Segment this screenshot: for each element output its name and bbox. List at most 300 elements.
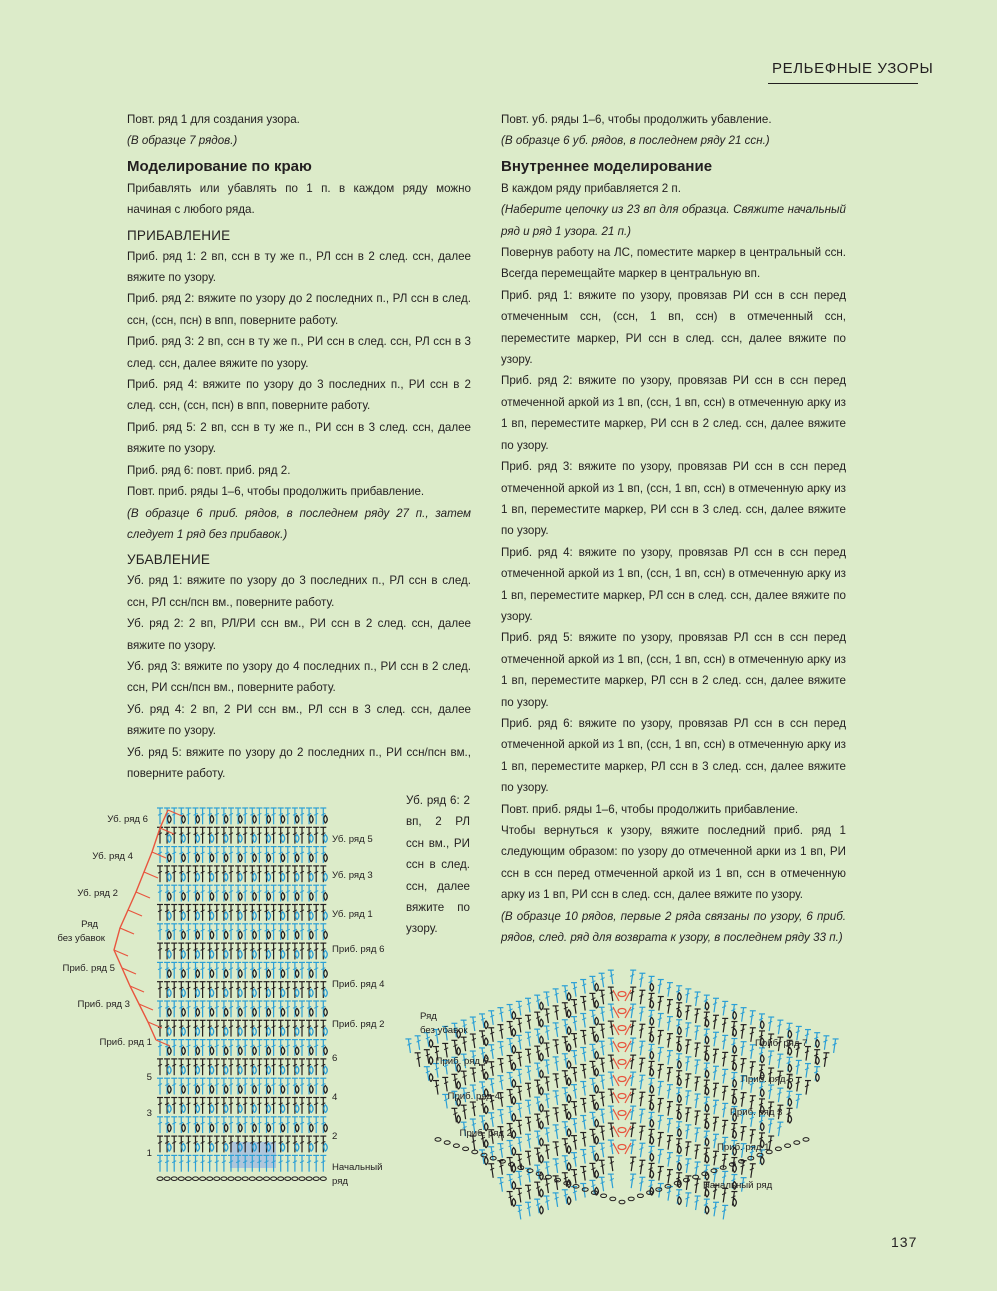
center-chain-icon xyxy=(618,1009,626,1014)
post-stitch-icon xyxy=(324,1124,328,1132)
crochet-stitch-icon xyxy=(667,1085,673,1099)
crochet-stitch-icon xyxy=(516,1120,522,1134)
left-column xyxy=(127,109,471,784)
crochet-stitch-icon xyxy=(658,1082,664,1096)
crochet-stitch-icon xyxy=(299,1020,305,1036)
crochet-stitch-icon xyxy=(525,1117,531,1131)
post-stitch-icon xyxy=(281,1028,285,1036)
crochet-stitch-icon xyxy=(695,1111,701,1125)
post-stitch-icon xyxy=(267,931,271,939)
post-stitch-icon xyxy=(295,912,299,920)
crochet-stitch-icon xyxy=(214,1117,220,1133)
post-stitch-icon xyxy=(267,815,271,823)
crochet-stitch-icon xyxy=(171,827,177,843)
crochet-stitch-icon xyxy=(713,1083,719,1097)
crochet-stitch-icon xyxy=(543,1043,549,1057)
post-stitch-icon xyxy=(239,912,243,920)
crochet-stitch-icon xyxy=(599,1160,605,1174)
crochet-stitch-icon xyxy=(164,1155,170,1171)
crochet-stitch-icon xyxy=(543,1196,549,1210)
label-row-1: 1 xyxy=(518,1162,524,1173)
crochet-stitch-icon xyxy=(214,905,220,921)
post-stitch-icon xyxy=(540,1104,544,1112)
crochet-stitch-icon xyxy=(553,1074,559,1088)
crochet-stitch-icon xyxy=(525,998,531,1012)
crochet-stitch-icon xyxy=(695,1179,701,1193)
crochet-stitch-icon xyxy=(271,905,277,921)
crochet-stitch-icon xyxy=(497,1042,503,1056)
heading-decrease: УБАВЛЕНИЕ xyxy=(127,552,211,568)
crochet-stitch-icon xyxy=(285,808,291,824)
post-stitch-icon xyxy=(595,1170,599,1178)
post-stitch-icon xyxy=(210,931,214,939)
crochet-stitch-icon xyxy=(685,1159,691,1173)
crochet-stitch-icon xyxy=(207,1155,213,1171)
crochet-stitch-icon xyxy=(768,1119,774,1133)
post-stitch-icon xyxy=(650,1170,654,1178)
crochet-stitch-icon xyxy=(543,1128,549,1142)
crochet-stitch-icon xyxy=(630,1140,636,1154)
crochet-stitch-icon xyxy=(639,990,645,1004)
crochet-stitch-icon xyxy=(639,973,645,987)
crochet-stitch-icon xyxy=(313,982,319,998)
crochet-stitch-icon xyxy=(695,1043,701,1057)
crochet-stitch-icon xyxy=(741,1059,747,1073)
instruction-increase-2: Приб. ряд 2: вяжите по узору до 2 последних п., РЛ ссн в след. ссн, (ссн, псн) в впп, поверните работу. xyxy=(127,292,471,327)
post-stitch-icon xyxy=(761,1021,765,1029)
crochet-stitch-icon xyxy=(171,1117,177,1133)
post-stitch-icon xyxy=(168,1143,172,1151)
crochet-stitch-icon xyxy=(200,962,206,978)
post-stitch-icon xyxy=(512,1199,516,1207)
crochet-stitch-icon xyxy=(695,1009,701,1023)
post-stitch-icon xyxy=(239,893,243,901)
post-stitch-icon xyxy=(678,1197,682,1205)
crochet-stitch-icon xyxy=(242,1059,248,1075)
post-stitch-icon xyxy=(239,970,243,978)
post-stitch-icon xyxy=(224,1028,228,1036)
crochet-stitch-icon xyxy=(685,1040,691,1054)
crochet-stitch-icon xyxy=(313,1155,319,1171)
crochet-stitch-icon xyxy=(741,1008,747,1022)
crochet-stitch-icon xyxy=(488,1113,494,1127)
crochet-stitch-icon xyxy=(228,1001,234,1017)
crochet-stitch-icon xyxy=(608,987,614,1001)
post-stitch-icon xyxy=(324,1008,328,1016)
post-stitch-icon xyxy=(705,1121,709,1129)
crochet-stitch-icon xyxy=(571,983,577,997)
crochet-stitch-icon xyxy=(271,924,277,940)
chain-stitch-icon xyxy=(200,1177,206,1181)
crochet-stitch-icon xyxy=(200,943,206,959)
post-stitch-icon xyxy=(485,1038,489,1046)
crochet-stitch-icon xyxy=(796,1094,802,1108)
post-stitch-icon xyxy=(239,835,243,843)
chain-stitch-icon xyxy=(601,1194,607,1198)
post-stitch-icon xyxy=(678,1129,682,1137)
crochet-stitch-icon xyxy=(685,1074,691,1088)
label-dec-row-2: Уб. ряд 2 xyxy=(77,888,118,899)
post-stitch-icon xyxy=(310,912,314,920)
crochet-stitch-icon xyxy=(599,973,605,987)
post-stitch-icon xyxy=(210,989,214,997)
label-row-4: 4 xyxy=(332,1092,338,1103)
crochet-stitch-icon xyxy=(639,1126,645,1140)
crochet-stitch-icon xyxy=(185,808,191,824)
post-stitch-icon xyxy=(267,1008,271,1016)
post-stitch-icon xyxy=(310,1008,314,1016)
crochet-stitch-icon xyxy=(228,808,234,824)
post-stitch-icon xyxy=(567,1027,571,1035)
post-stitch-icon xyxy=(705,1155,709,1163)
crochet-stitch-icon xyxy=(157,885,163,901)
post-stitch-icon xyxy=(295,835,299,843)
post-stitch-icon xyxy=(210,912,214,920)
post-stitch-icon xyxy=(168,893,172,901)
crochet-stitch-icon xyxy=(185,1001,191,1017)
crochet-stitch-icon xyxy=(516,1001,522,1015)
post-stitch-icon xyxy=(224,1086,228,1094)
crochet-stitch-icon xyxy=(313,885,319,901)
post-stitch-icon xyxy=(196,815,200,823)
post-stitch-icon xyxy=(567,1146,571,1154)
label-inc-row-3: Приб. ряд 3 xyxy=(77,999,130,1010)
crochet-stitch-icon xyxy=(543,1026,549,1040)
post-stitch-icon xyxy=(267,950,271,958)
post-stitch-icon xyxy=(733,1097,737,1105)
label-row-no-dec-2: без убавок xyxy=(57,933,105,944)
post-stitch-icon xyxy=(196,1143,200,1151)
crochet-stitch-icon xyxy=(185,924,191,940)
post-stitch-icon xyxy=(210,1047,214,1055)
instruction-increase-1: Приб. ряд 1: 2 вп, ссн в ту же п., РЛ ссн в 2 след. ссн, далее вяжите по узору. xyxy=(127,249,471,285)
post-stitch-icon xyxy=(196,989,200,997)
crochet-stitch-icon xyxy=(658,1167,664,1181)
crochet-stitch-icon xyxy=(157,866,163,882)
crochet-stitch-icon xyxy=(157,1020,163,1036)
crochet-stitch-icon xyxy=(171,924,177,940)
post-stitch-icon xyxy=(168,970,172,978)
crochet-stitch-icon xyxy=(185,1117,191,1133)
crochet-stitch-icon xyxy=(516,1035,522,1049)
label-row-no-dec: Ряд xyxy=(420,1011,437,1022)
crochet-stitch-icon xyxy=(221,1155,227,1171)
crochet-stitch-icon xyxy=(242,943,248,959)
crochet-stitch-icon xyxy=(580,1031,586,1045)
crochet-stitch-icon xyxy=(608,1038,614,1052)
instruction-row-6: Приб. ряд 6: вяжите по узору, провязав РЛ ссн в ссн перед отмеченной аркой из 1 вп, (ссн, 1 вп, ссн) в отмеченную арку из 1 вп, переместите маркер, РЛ ссн в 3 след. ссн, далее вяжите по узору. xyxy=(501,716,846,795)
crochet-stitch-icon xyxy=(713,1117,719,1131)
crochet-stitch-icon xyxy=(488,1164,494,1178)
crochet-stitch-icon xyxy=(200,827,206,843)
crochet-stitch-icon xyxy=(415,1036,421,1050)
crochet-stitch-icon xyxy=(497,1008,503,1022)
post-stitch-icon xyxy=(705,1087,709,1095)
crochet-stitch-icon xyxy=(667,1119,673,1133)
crochet-stitch-icon xyxy=(630,1072,636,1086)
crochet-stitch-icon xyxy=(741,1093,747,1107)
center-chain-icon xyxy=(618,1026,626,1031)
label-row-5: 5 xyxy=(146,1072,152,1083)
crochet-stitch-icon xyxy=(271,1059,277,1075)
crochet-stitch-icon xyxy=(695,1094,701,1108)
label-row-no-dec: Ряд xyxy=(81,919,98,930)
post-stitch-icon xyxy=(281,873,285,881)
label-row-3: 3 xyxy=(146,1108,152,1119)
label-inc-row-4: Приб. ряд 4 xyxy=(447,1091,500,1102)
post-stitch-icon xyxy=(182,1066,186,1074)
post-stitch-icon xyxy=(253,854,256,862)
post-stitch-icon xyxy=(295,989,299,997)
post-stitch-icon xyxy=(267,1066,271,1074)
instruction-decrease-4: Уб. ряд 4: 2 вп, 2 РИ ссн вм., РЛ ссн в 3 след. ссн, далее вяжите по узору. xyxy=(127,702,471,738)
chain-stitch-icon xyxy=(256,1177,262,1181)
post-stitch-icon xyxy=(540,1036,544,1044)
post-stitch-icon xyxy=(224,1124,228,1132)
chain-stitch-icon xyxy=(803,1138,809,1142)
post-stitch-icon xyxy=(239,1124,243,1132)
post-stitch-icon xyxy=(196,970,200,978)
crochet-stitch-icon xyxy=(608,1089,614,1103)
crochet-stitch-icon xyxy=(271,847,277,863)
crochet-stitch-icon xyxy=(313,847,319,863)
crochet-stitch-icon xyxy=(461,1037,467,1051)
post-stitch-icon xyxy=(196,835,200,843)
shaping-stitch-icon xyxy=(136,892,150,898)
crochet-stitch-icon xyxy=(525,1151,531,1165)
post-stitch-icon xyxy=(595,1068,599,1076)
post-stitch-icon xyxy=(253,1047,256,1055)
post-stitch-icon xyxy=(281,815,285,823)
page-number: 137 xyxy=(891,1234,918,1250)
post-stitch-icon xyxy=(678,1044,682,1052)
crochet-stitch-icon xyxy=(580,1150,586,1164)
post-stitch-icon xyxy=(182,1028,186,1036)
post-stitch-icon xyxy=(267,893,271,901)
post-stitch-icon xyxy=(429,1074,433,1082)
crochet-stitch-icon xyxy=(768,1017,774,1031)
chart-labels-right xyxy=(332,834,385,1187)
crochet-stitch-icon xyxy=(553,1006,559,1020)
crochet-stitch-icon xyxy=(488,1028,494,1042)
crochet-stitch-icon xyxy=(461,1105,467,1119)
post-stitch-icon xyxy=(310,931,314,939)
crochet-stitch-icon xyxy=(299,885,305,901)
post-stitch-icon xyxy=(295,1086,299,1094)
crochet-stitch-icon xyxy=(185,1155,191,1171)
crochet-stitch-icon xyxy=(525,1015,531,1029)
crochet-stitch-icon xyxy=(228,924,234,940)
crochet-stitch-icon xyxy=(722,1001,728,1015)
post-stitch-icon xyxy=(239,989,243,997)
crochet-stitch-icon xyxy=(299,924,305,940)
crochet-stitch-icon xyxy=(768,1085,774,1099)
crochet-stitch-icon xyxy=(214,885,220,901)
instruction-row-3: Приб. ряд 3: вяжите по узору, провязав РИ ссн в ссн перед отмеченной аркой из 1 вп, (ссн, 1 вп, ссн) в отмеченную арку из 1 вп, переместите маркер, РИ ссн в 3 след. ссн, далее вяжите по узору. xyxy=(501,460,846,538)
crochet-stitch-icon xyxy=(667,1051,673,1065)
post-stitch-icon xyxy=(210,1066,214,1074)
post-stitch-icon xyxy=(678,1027,682,1035)
post-stitch-icon xyxy=(281,1143,285,1151)
crochet-stitch-icon xyxy=(497,1059,503,1073)
post-stitch-icon xyxy=(295,1143,299,1151)
crochet-stitch-icon xyxy=(685,1006,691,1020)
crochet-stitch-icon xyxy=(599,1126,605,1140)
post-stitch-icon xyxy=(267,873,271,881)
crochet-stitch-icon xyxy=(823,1036,829,1050)
crochet-stitch-icon xyxy=(630,1157,636,1171)
crochet-stitch-icon xyxy=(685,989,691,1003)
crochet-stitch-icon xyxy=(777,1088,783,1102)
crochet-stitch-icon xyxy=(271,827,277,843)
post-stitch-icon xyxy=(705,1206,709,1214)
chain-stitch-icon xyxy=(178,1177,184,1181)
crochet-stitch-icon xyxy=(599,1041,605,1055)
chain-stitch-icon xyxy=(228,1177,234,1181)
crochet-stitch-icon xyxy=(299,1078,305,1094)
label-inc-row-2: Приб. ряд 2 xyxy=(459,1128,512,1139)
crochet-stitch-icon xyxy=(608,1004,614,1018)
center-chain-icon xyxy=(618,1111,626,1116)
crochet-stitch-icon xyxy=(639,1058,645,1072)
crochet-stitch-icon xyxy=(608,970,614,984)
crochet-stitch-icon xyxy=(299,866,305,882)
crochet-stitch-icon xyxy=(525,1185,531,1199)
crochet-stitch-icon xyxy=(200,1020,206,1036)
crochet-stitch-icon xyxy=(667,983,673,997)
label-inc-row-4: Приб. ряд 4 xyxy=(332,979,385,990)
crochet-stitch-icon xyxy=(200,1136,206,1152)
chart-labels-left xyxy=(57,814,152,1159)
crochet-stitch-icon xyxy=(796,1060,802,1074)
post-stitch-icon xyxy=(253,893,256,901)
chain-stitch-icon xyxy=(785,1144,791,1148)
crochet-stitch-icon xyxy=(256,1020,262,1036)
crochet-stitch-icon xyxy=(271,1078,277,1094)
crochet-stitch-icon xyxy=(571,1068,577,1082)
chain-stitch-icon xyxy=(185,1177,191,1181)
crochet-stitch-icon xyxy=(242,982,248,998)
chain-stitch-icon xyxy=(278,1177,284,1181)
chain-stitch-icon xyxy=(619,1200,625,1204)
post-stitch-icon xyxy=(733,1029,737,1037)
post-stitch-icon xyxy=(182,1008,186,1016)
post-stitch-icon xyxy=(253,1124,256,1132)
label-foundation-row-2: ряд xyxy=(332,1176,349,1187)
chain-stitch-icon xyxy=(207,1177,213,1181)
chain-stitch-icon xyxy=(157,1177,163,1181)
crochet-stitch-icon xyxy=(630,1055,636,1069)
post-stitch-icon xyxy=(239,1008,243,1016)
post-stitch-icon xyxy=(761,1123,765,1131)
post-stitch-icon xyxy=(567,1163,571,1171)
post-stitch-icon xyxy=(595,1119,599,1127)
post-stitch-icon xyxy=(224,815,228,823)
post-stitch-icon xyxy=(429,1040,433,1048)
crochet-stitch-icon xyxy=(667,1068,673,1082)
post-stitch-icon xyxy=(196,893,200,901)
post-stitch-icon xyxy=(182,912,186,920)
chain-stitch-icon xyxy=(794,1141,800,1145)
crochet-stitch-icon xyxy=(285,924,291,940)
crochet-stitch-icon xyxy=(516,1137,522,1151)
post-stitch-icon xyxy=(239,1047,243,1055)
crochet-stitch-icon xyxy=(271,962,277,978)
crochet-stitch-icon xyxy=(242,827,248,843)
post-stitch-icon xyxy=(253,835,256,843)
crochet-stitch-icon xyxy=(157,943,163,959)
crochet-stitch-icon xyxy=(214,962,220,978)
crochet-stitch-icon xyxy=(639,1041,645,1055)
crochet-stitch-icon xyxy=(242,808,248,824)
post-stitch-icon xyxy=(324,873,328,881)
post-stitch-icon xyxy=(324,989,328,997)
post-stitch-icon xyxy=(253,989,256,997)
post-stitch-icon xyxy=(239,854,243,862)
crochet-stitch-icon xyxy=(299,808,305,824)
crochet-stitch-icon xyxy=(543,1094,549,1108)
post-stitch-icon xyxy=(567,1112,571,1120)
crochet-stitch-icon xyxy=(685,1125,691,1139)
post-stitch-icon xyxy=(239,1028,243,1036)
post-stitch-icon xyxy=(512,1046,516,1054)
label-inc-row-6: Приб. ряд 6 xyxy=(332,944,385,955)
crochet-stitch-icon xyxy=(214,1098,220,1114)
crochet-stitch-icon xyxy=(553,1040,559,1054)
post-stitch-icon xyxy=(540,1002,544,1010)
crochet-stitch-icon xyxy=(470,1017,476,1031)
crochet-stitch-icon xyxy=(313,1136,319,1152)
crochet-stitch-icon xyxy=(695,1196,701,1210)
post-stitch-icon xyxy=(324,970,328,978)
center-chain-icon xyxy=(618,1145,626,1150)
crochet-stitch-icon xyxy=(580,997,586,1011)
crochet-stitch-icon xyxy=(722,1018,728,1032)
post-stitch-icon xyxy=(281,1124,285,1132)
crochet-stitch-icon xyxy=(171,1078,177,1094)
crochet-stitch-icon xyxy=(285,1136,291,1152)
post-stitch-icon xyxy=(429,1057,433,1065)
post-stitch-icon xyxy=(253,815,256,823)
post-stitch-icon xyxy=(267,1028,271,1036)
crochet-stitch-icon xyxy=(285,847,291,863)
center-chain-icon xyxy=(618,1128,626,1133)
post-stitch-icon xyxy=(310,1124,314,1132)
crochet-stitch-icon xyxy=(200,1001,206,1017)
post-stitch-icon xyxy=(678,1163,682,1171)
crochet-stitch-icon xyxy=(741,1042,747,1056)
post-stitch-icon xyxy=(196,1028,200,1036)
crochet-stitch-icon xyxy=(497,1144,503,1158)
post-stitch-icon xyxy=(224,854,228,862)
crochet-stitch-icon xyxy=(599,990,605,1004)
post-stitch-icon xyxy=(210,893,214,901)
post-stitch-icon xyxy=(224,912,228,920)
post-stitch-icon xyxy=(788,1098,792,1106)
crochet-stitch-icon xyxy=(571,1017,577,1031)
crochet-stitch-icon xyxy=(658,980,664,994)
post-stitch-icon xyxy=(540,1121,544,1129)
post-stitch-icon xyxy=(196,931,200,939)
post-stitch-icon xyxy=(210,835,214,843)
crochet-stitch-icon xyxy=(571,1136,577,1150)
crochet-stitch-icon xyxy=(171,885,177,901)
crochet-stitch-icon xyxy=(553,1108,559,1122)
post-stitch-icon xyxy=(650,1153,654,1161)
post-stitch-icon xyxy=(182,893,186,901)
crochet-stitch-icon xyxy=(193,1155,199,1171)
post-stitch-icon xyxy=(705,1104,709,1112)
